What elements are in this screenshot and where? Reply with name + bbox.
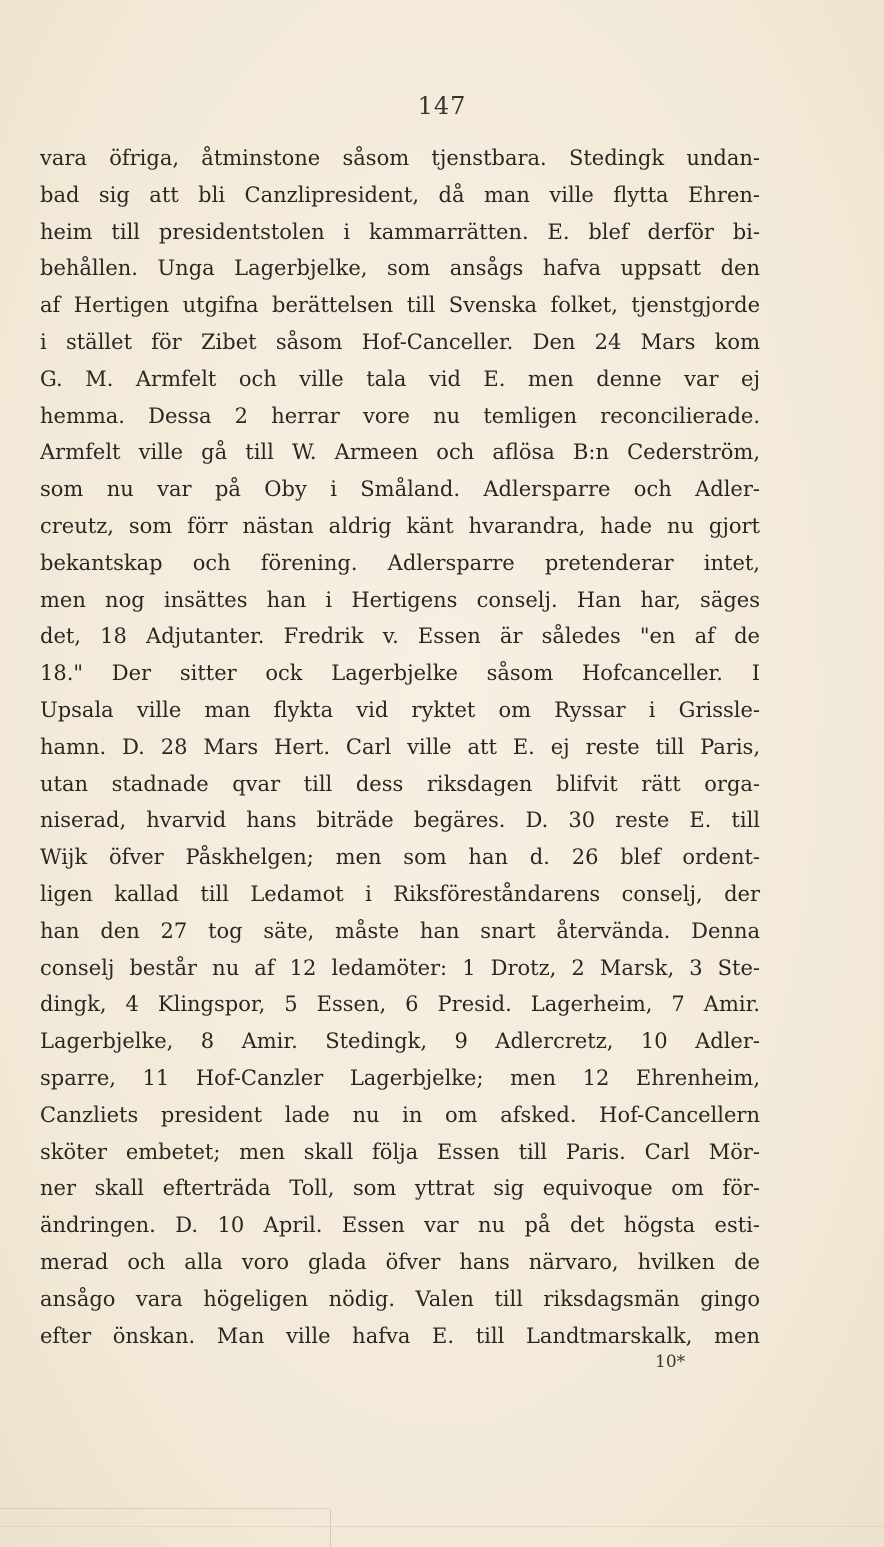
- text-line: conselj består nu af 12 ledamöter: 1 Drotz, 2 Marsk, 3 Ste-: [40, 955, 760, 980]
- text-line: merad och alla voro glada öfver hans närvaro, hvilken de: [40, 1249, 760, 1274]
- text-line: ner skall efterträda Toll, som yttrat sig equivoque om för-: [40, 1176, 760, 1201]
- text-line: bekantskap och förening. Adlersparre pretenderar intet,: [40, 550, 760, 575]
- text-line: efter önskan. Man ville hafva E. till Landtmarskalk, men: [40, 1323, 760, 1348]
- text-line: i stället för Zibet såsom Hof-Canceller. Den 24 Mars kom: [40, 329, 760, 354]
- text-line: som nu var på Oby i Småland. Adlersparre och Adler-: [40, 477, 760, 502]
- text-line: sparre, 11 Hof-Canzler Lagerbjelke; men 12 Ehrenheim,: [40, 1065, 760, 1090]
- text-line: sköter embetet; men skall följa Essen till Paris. Carl Mör-: [40, 1139, 760, 1164]
- text-line: Lagerbjelke, 8 Amir. Stedingk, 9 Adlercretz, 10 Adler-: [40, 1029, 760, 1054]
- text-line: bad sig att bli Canzlipresident, då man ville flytta Ehren-: [40, 182, 760, 207]
- text-line: vara öfriga, åtminstone såsom tjenstbara. Stedingk undan-: [40, 146, 760, 170]
- text-line: Upsala ville man flykta vid ryktet om Ryssar i Grissle-: [40, 697, 760, 722]
- text-line: behållen. Unga Lagerbjelke, som ansågs hafva uppsatt den: [40, 256, 760, 281]
- text-line: det, 18 Adjutanter. Fredrik v. Essen är således "en af de: [40, 624, 760, 649]
- page-edge-line: [0, 1526, 884, 1527]
- text-line: dingk, 4 Klingspor, 5 Essen, 6 Presid. Lagerheim, 7 Amir.: [40, 992, 760, 1017]
- text-line: han den 27 tog säte, måste han snart återvända. Denna: [40, 918, 760, 943]
- text-line: ansågo vara högeligen nödig. Valen till riksdagsmän gingo: [40, 1286, 760, 1311]
- text-line: Armfelt ville gå till W. Armeen och aflösa B:n Cederström,: [40, 440, 760, 465]
- text-line: Wijk öfver Påskhelgen; men som han d. 26 blef ordent-: [40, 845, 760, 870]
- text-line: heim till presidentstolen i kammarrätten. E. blef derför bi-: [40, 219, 760, 244]
- text-line: niserad, hvarvid hans biträde begäres. D. 30 reste E. till: [40, 808, 760, 833]
- text-line: creutz, som förr nästan aldrig känt hvarandra, hade nu gjort: [40, 513, 760, 538]
- text-line: hemma. Dessa 2 herrar vore nu temligen reconcilierade.: [40, 403, 760, 428]
- text-line: G. M. Armfelt och ville tala vid E. men denne var ej: [40, 366, 760, 391]
- text-line: hamn. D. 28 Mars Hert. Carl ville att E. ej reste till Paris,: [40, 734, 760, 759]
- text-line: ändringen. D. 10 April. Essen var nu på det högsta esti-: [40, 1213, 760, 1238]
- text-line: ligen kallad till Ledamot i Riksföreståndarens conselj, der: [40, 881, 760, 906]
- fold-mark: [330, 1509, 331, 1547]
- text-line: af Hertigen utgifna berättelsen till Svenska folket, tjenstgjorde: [40, 293, 760, 318]
- page-number: 147: [417, 92, 467, 120]
- text-line: men nog insättes han i Hertigens conselj. Han har, säges: [40, 587, 760, 612]
- page-edge-line: [0, 1508, 330, 1509]
- text-line: utan stadnade qvar till dess riksdagen blifvit rätt orga-: [40, 771, 760, 796]
- text-line: 18." Der sitter ock Lagerbjelke såsom Hofcanceller. I: [40, 661, 760, 686]
- signature-mark: 10*: [655, 1352, 686, 1372]
- text-line: Canzliets president lade nu in om afsked. Hof-Cancellern: [40, 1102, 760, 1127]
- body-text: [40, 140, 760, 1354]
